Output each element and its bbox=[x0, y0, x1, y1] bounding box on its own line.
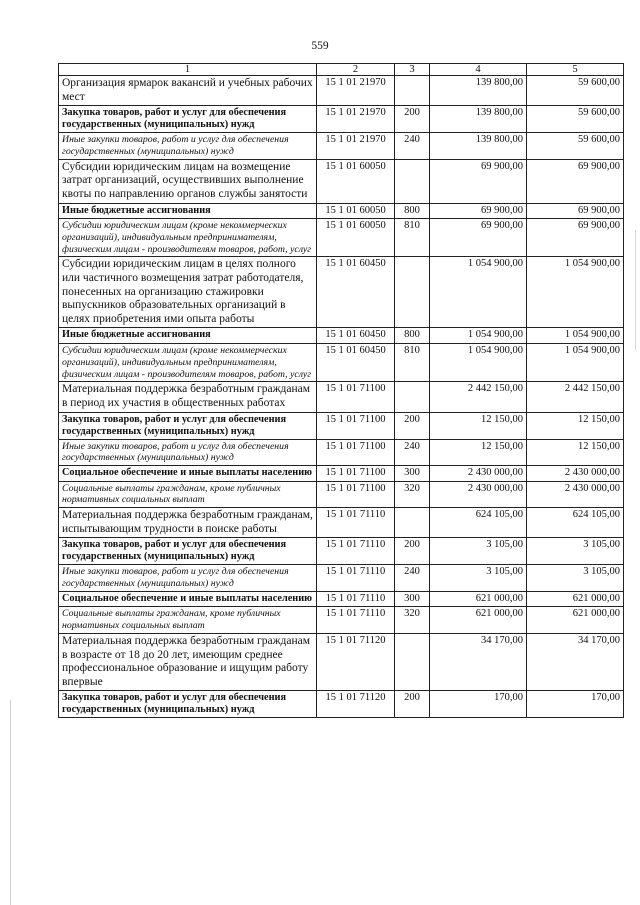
row-code: 15 1 01 71100 bbox=[317, 382, 395, 412]
table-row bbox=[59, 538, 624, 565]
row-amount-col5: 69 900,00 bbox=[527, 203, 624, 219]
row-amount-col5: 2 442 150,00 bbox=[527, 382, 624, 412]
row-expense-type: 240 bbox=[395, 133, 430, 160]
table-row bbox=[59, 508, 624, 538]
column-header: 3 bbox=[395, 64, 430, 76]
row-name: Иные закупки товаров, работ и услуг для обеспечения государственных (муниципальных) нужд bbox=[59, 133, 317, 160]
row-code: 15 1 01 71100 bbox=[317, 412, 395, 439]
table-body bbox=[59, 76, 624, 718]
table-row bbox=[59, 382, 624, 412]
row-amount-col5: 12 150,00 bbox=[527, 439, 624, 466]
row-amount-col4: 139 800,00 bbox=[430, 133, 527, 160]
table-row bbox=[59, 328, 624, 344]
row-code: 15 1 01 60050 bbox=[317, 159, 395, 203]
row-name: Социальное обеспечение и иные выплаты населению bbox=[59, 466, 317, 482]
row-amount-col4: 621 000,00 bbox=[430, 607, 527, 634]
table-row bbox=[59, 481, 624, 508]
table-row bbox=[59, 76, 624, 106]
row-code: 15 1 01 71100 bbox=[317, 481, 395, 508]
column-header: 2 bbox=[317, 64, 395, 76]
row-expense-type bbox=[395, 508, 430, 538]
row-amount-col4: 69 900,00 bbox=[430, 219, 527, 257]
row-name: Социальные выплаты гражданам, кроме публичных нормативных социальных выплат bbox=[59, 607, 317, 634]
row-name: Закупка товаров, работ и услуг для обеспечения государственных (муниципальных) нужд bbox=[59, 412, 317, 439]
row-amount-col5: 1 054 900,00 bbox=[527, 328, 624, 344]
row-expense-type: 810 bbox=[395, 219, 430, 257]
row-expense-type: 200 bbox=[395, 691, 430, 718]
row-expense-type bbox=[395, 257, 430, 328]
row-amount-col4: 621 000,00 bbox=[430, 591, 527, 607]
row-name: Субсидии юридическим лицам (кроме некоммерческих организаций), индивидуальным предпринимателям, физическим лицам - производителям товаров, работ, услуг bbox=[59, 219, 317, 257]
row-expense-type: 810 bbox=[395, 343, 430, 381]
table-row bbox=[59, 203, 624, 219]
row-amount-col5: 621 000,00 bbox=[527, 607, 624, 634]
row-amount-col4: 3 105,00 bbox=[430, 565, 527, 592]
row-code: 15 1 01 21970 bbox=[317, 106, 395, 133]
table-row bbox=[59, 257, 624, 328]
row-amount-col5: 621 000,00 bbox=[527, 591, 624, 607]
row-expense-type: 240 bbox=[395, 565, 430, 592]
row-code: 15 1 01 71120 bbox=[317, 691, 395, 718]
row-expense-type: 300 bbox=[395, 466, 430, 482]
row-expense-type: 800 bbox=[395, 328, 430, 344]
row-expense-type: 240 bbox=[395, 439, 430, 466]
row-amount-col5: 3 105,00 bbox=[527, 538, 624, 565]
row-code: 15 1 01 71110 bbox=[317, 538, 395, 565]
row-code: 15 1 01 60050 bbox=[317, 219, 395, 257]
row-amount-col4: 2 430 000,00 bbox=[430, 466, 527, 482]
row-code: 15 1 01 60450 bbox=[317, 328, 395, 344]
row-amount-col4: 1 054 900,00 bbox=[430, 328, 527, 344]
row-expense-type bbox=[395, 159, 430, 203]
row-code: 15 1 01 21970 bbox=[317, 133, 395, 160]
row-amount-col4: 1 054 900,00 bbox=[430, 257, 527, 328]
row-amount-col5: 1 054 900,00 bbox=[527, 343, 624, 381]
table-row bbox=[59, 634, 624, 691]
row-amount-col5: 624 105,00 bbox=[527, 508, 624, 538]
row-expense-type: 320 bbox=[395, 481, 430, 508]
row-amount-col5: 2 430 000,00 bbox=[527, 466, 624, 482]
row-name: Социальные выплаты гражданам, кроме публичных нормативных социальных выплат bbox=[59, 481, 317, 508]
table-row bbox=[59, 412, 624, 439]
budget-table bbox=[58, 63, 624, 718]
row-amount-col5: 170,00 bbox=[527, 691, 624, 718]
table-header-row bbox=[59, 64, 624, 76]
table-row bbox=[59, 106, 624, 133]
row-expense-type bbox=[395, 382, 430, 412]
table-row bbox=[59, 565, 624, 592]
row-amount-col5: 1 054 900,00 bbox=[527, 257, 624, 328]
row-amount-col4: 139 800,00 bbox=[430, 76, 527, 106]
row-name: Иные бюджетные ассигнования bbox=[59, 203, 317, 219]
table-row bbox=[59, 607, 624, 634]
row-amount-col5: 59 600,00 bbox=[527, 76, 624, 106]
row-code: 15 1 01 71100 bbox=[317, 466, 395, 482]
row-name: Иные бюджетные ассигнования bbox=[59, 328, 317, 344]
row-name: Закупка товаров, работ и услуг для обеспечения государственных (муниципальных) нужд bbox=[59, 538, 317, 565]
row-expense-type: 300 bbox=[395, 591, 430, 607]
row-amount-col4: 34 170,00 bbox=[430, 634, 527, 691]
table-row bbox=[59, 159, 624, 203]
row-amount-col4: 12 150,00 bbox=[430, 439, 527, 466]
row-amount-col4: 139 800,00 bbox=[430, 106, 527, 133]
table-row bbox=[59, 343, 624, 381]
row-amount-col5: 2 430 000,00 bbox=[527, 481, 624, 508]
table-row bbox=[59, 466, 624, 482]
row-code: 15 1 01 71110 bbox=[317, 508, 395, 538]
row-name: Социальное обеспечение и иные выплаты населению bbox=[59, 591, 317, 607]
row-amount-col5: 12 150,00 bbox=[527, 412, 624, 439]
row-name: Организация ярмарок вакансий и учебных рабочих мест bbox=[59, 76, 317, 106]
row-name: Материальная поддержка безработным гражданам в возрасте от 18 до 20 лет, имеющим среднее профессиональное образование и ищущим работу впервые bbox=[59, 634, 317, 691]
row-code: 15 1 01 60050 bbox=[317, 203, 395, 219]
row-name: Материальная поддержка безработным гражданам в период их участия в общественных работах bbox=[59, 382, 317, 412]
row-name: Закупка товаров, работ и услуг для обеспечения государственных (муниципальных) нужд bbox=[59, 691, 317, 718]
row-amount-col5: 3 105,00 bbox=[527, 565, 624, 592]
row-code: 15 1 01 60450 bbox=[317, 343, 395, 381]
row-name: Материальная поддержка безработным гражданам, испытывающим трудности в поиске работы bbox=[59, 508, 317, 538]
row-code: 15 1 01 71110 bbox=[317, 591, 395, 607]
row-amount-col5: 34 170,00 bbox=[527, 634, 624, 691]
row-expense-type: 320 bbox=[395, 607, 430, 634]
row-code: 15 1 01 71110 bbox=[317, 607, 395, 634]
row-expense-type: 200 bbox=[395, 538, 430, 565]
column-header: 1 bbox=[59, 64, 317, 76]
row-name: Субсидии юридическим лицам в целях полного или частичного возмещения затрат работодателя, понесенных на организацию стажировки выпускников образовательных организаций в целях приобретения ими опыта работы bbox=[59, 257, 317, 328]
table-row bbox=[59, 691, 624, 718]
row-name: Субсидии юридическим лицам (кроме некоммерческих организаций), индивидуальным предпринимателям, физическим лицам - производителям товаров, работ, услуг bbox=[59, 343, 317, 381]
table-row bbox=[59, 219, 624, 257]
table-row bbox=[59, 439, 624, 466]
table-row bbox=[59, 591, 624, 607]
row-name: Субсидии юридическим лицам на возмещение затрат организаций, осуществивших выполнение квоты по направлению органов службы занятости bbox=[59, 159, 317, 203]
scan-edge-mark bbox=[635, 230, 636, 350]
row-amount-col4: 2 442 150,00 bbox=[430, 382, 527, 412]
row-amount-col5: 59 600,00 bbox=[527, 106, 624, 133]
row-code: 15 1 01 60450 bbox=[317, 257, 395, 328]
table-row bbox=[59, 133, 624, 160]
row-amount-col4: 12 150,00 bbox=[430, 412, 527, 439]
row-name: Иные закупки товаров, работ и услуг для обеспечения государственных (муниципальных) нужд bbox=[59, 439, 317, 466]
scan-edge-mark bbox=[10, 700, 11, 905]
row-amount-col4: 170,00 bbox=[430, 691, 527, 718]
column-header: 4 bbox=[430, 64, 527, 76]
row-name: Иные закупки товаров, работ и услуг для обеспечения государственных (муниципальных) нужд bbox=[59, 565, 317, 592]
row-amount-col4: 2 430 000,00 bbox=[430, 481, 527, 508]
row-amount-col4: 69 900,00 bbox=[430, 159, 527, 203]
page-number: 559 bbox=[311, 40, 329, 52]
row-amount-col4: 69 900,00 bbox=[430, 203, 527, 219]
row-amount-col5: 59 600,00 bbox=[527, 133, 624, 160]
row-amount-col5: 69 900,00 bbox=[527, 219, 624, 257]
row-expense-type: 800 bbox=[395, 203, 430, 219]
row-code: 15 1 01 71120 bbox=[317, 634, 395, 691]
row-amount-col5: 69 900,00 bbox=[527, 159, 624, 203]
column-header: 5 bbox=[527, 64, 624, 76]
row-expense-type bbox=[395, 76, 430, 106]
row-amount-col4: 624 105,00 bbox=[430, 508, 527, 538]
row-code: 15 1 01 71100 bbox=[317, 439, 395, 466]
row-amount-col4: 1 054 900,00 bbox=[430, 343, 527, 381]
row-expense-type bbox=[395, 634, 430, 691]
row-expense-type: 200 bbox=[395, 412, 430, 439]
row-code: 15 1 01 71110 bbox=[317, 565, 395, 592]
row-expense-type: 200 bbox=[395, 106, 430, 133]
row-name: Закупка товаров, работ и услуг для обеспечения государственных (муниципальных) нужд bbox=[59, 106, 317, 133]
row-amount-col4: 3 105,00 bbox=[430, 538, 527, 565]
row-code: 15 1 01 21970 bbox=[317, 76, 395, 106]
